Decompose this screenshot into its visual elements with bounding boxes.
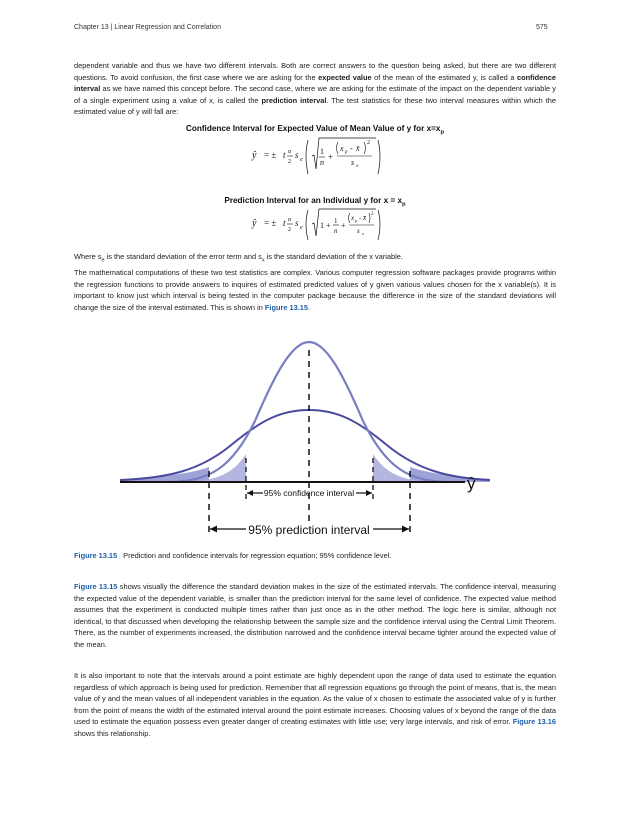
svg-text:-: - (359, 214, 362, 222)
svg-text:= ±: = ± (264, 150, 277, 160)
svg-text:e: e (300, 225, 303, 231)
intro-paragraph: dependent variable and thus we have two different intervals. Both are correct answers to the question being asked, but there are two different questions. To avoid confusion, the first case where we are asking for the expected value of the mean of the estimated y, is called a confidence interval as we have named this concept before. The second case, where we are asking for the estimate of the impact on the dependent variable y of a single experiment using a value of x, is called the prediction interval. The test statistics for these two interval measures within which the estimated value of y will fall are: (74, 61, 557, 117)
svg-text:t: t (283, 218, 286, 228)
svg-text:ŷ: ŷ (252, 150, 257, 161)
svg-text:e: e (300, 157, 303, 163)
term-confidence-interval: confidence interval (74, 72, 557, 94)
figure-caption (74, 550, 556, 561)
prediction-interval-label: 95% prediction interval (248, 523, 370, 537)
formula2-title: Prediction Interval for an Individual y for $x = x_p$ (224, 196, 406, 208)
term-prediction-interval: prediction interval (261, 95, 327, 105)
svg-text:1: 1 (334, 217, 338, 225)
svg-text:+: + (326, 221, 331, 230)
svg-text:p: p (345, 150, 348, 155)
svg-text:x: x (356, 164, 359, 169)
confidence-interval-formula (250, 134, 385, 186)
svg-text:+: + (341, 221, 346, 230)
svg-text:1: 1 (320, 221, 324, 230)
prediction-arrowhead-left (210, 526, 217, 533)
svg-text:s: s (357, 227, 360, 235)
prediction-arrowhead-right (402, 526, 409, 533)
confidence-interval-label: 95% confidence interval (263, 488, 355, 498)
where-sentence: Where $s_e$ is the standard deviation of the error term and $s_x$ is the standard deviation of the x variable. (74, 252, 403, 264)
formula1-title: Confidence Interval for Expected Value of Mean Value of y for $x=x_p$ (185, 124, 445, 136)
svg-text:2: 2 (367, 140, 370, 146)
caption-text: Prediction and confidence intervals for regression equation; 95% confidence level. (123, 551, 392, 560)
paragraph-explanation: Figure 13.15 shows visually the difference the standard deviation makes in the size of the estimated intervals. The confidence interval, measuring the expected value of the dependent variable, is smaller than the prediction interval for the same level of confidence. The expected value method assumes that the experiment is conducted multiple times rather than just once as in the other method. The logic here is similar, although not identical, to that discussed when developing the relationship between the sample size and the confidence interval using the Central Limit Theorem. There, as the number of experiments increased, the distribution narrowed and the confidence interval became tighter around the expected value of the mean. (74, 582, 556, 649)
svg-text:x: x (351, 214, 355, 222)
svg-text:x̄: x̄ (363, 214, 367, 222)
svg-text:= ±: = ± (264, 218, 277, 228)
y-hat-axis-label: ŷ (467, 474, 476, 493)
svg-text:n: n (320, 158, 324, 167)
figure-13-16-link[interactable]: Figure 13.16 (512, 717, 556, 727)
svg-text:2: 2 (371, 212, 374, 217)
svg-text:2: 2 (288, 227, 291, 233)
svg-text:1: 1 (320, 147, 324, 156)
svg-text:p: p (355, 218, 358, 223)
paragraph-computations: The mathematical computations of these two test statistics are complex. Various computer regression software packages provide programs within the regression functions to provide answers to inquires of estimated predicted values of y given various values chosen for the x variable(s). It is important to know just which interval is being tested in the computer package because the difference in the size of the standard deviations will change the size of the interval estimated. This is shown in Figure 13.15. (74, 268, 556, 312)
svg-text:α: α (288, 217, 292, 223)
confidence-arrowhead-right (366, 490, 372, 496)
svg-text:x: x (362, 231, 364, 236)
svg-text:ŷ: ŷ (252, 218, 257, 229)
running-header: Chapter 13 | Linear Regression and Correlation (74, 24, 221, 31)
svg-text:s: s (295, 150, 299, 160)
svg-text:x: x (340, 144, 344, 153)
paragraph-range: It is also important to note that the intervals around a point estimate are highly dependent upon the range of data used to estimate the equation regardless of which approach is being used for prediction. Remember that all regression equations go through the point of means, that is, the mean value of y and the mean values of all independent variables in the equation. As the value of x chosen to estimate the associated value of y is further from the point of means the width of the estimated interval around the point estimate increases. Choosing values of x beyond the range of the data used to estimate the equation possess even greater danger of creating estimates with little use; very large intervals, and risk of error. Figure 13.16 shows this relationship. (74, 671, 556, 738)
svg-text:s: s (351, 158, 355, 167)
svg-text:+: + (328, 152, 334, 162)
svg-text:n: n (334, 227, 338, 235)
svg-text:x̄: x̄ (356, 144, 360, 153)
interval-figure (120, 336, 490, 541)
figure-13-15-link-2[interactable]: Figure 13.15 (74, 582, 118, 591)
page-number: 575 (536, 24, 548, 31)
svg-text:α: α (288, 149, 292, 155)
prediction-interval-formula (250, 206, 385, 250)
caption-label: Figure 13.15 (74, 551, 118, 560)
svg-text:t: t (283, 150, 286, 160)
wide-distribution-curve (120, 410, 490, 480)
confidence-arrowhead-left (247, 490, 253, 496)
svg-text:-: - (350, 144, 353, 153)
term-expected-value: expected value (318, 72, 372, 82)
svg-text:2: 2 (288, 159, 291, 165)
svg-text:s: s (295, 218, 299, 228)
figure-13-15-link[interactable]: Figure 13.15 (264, 302, 309, 312)
